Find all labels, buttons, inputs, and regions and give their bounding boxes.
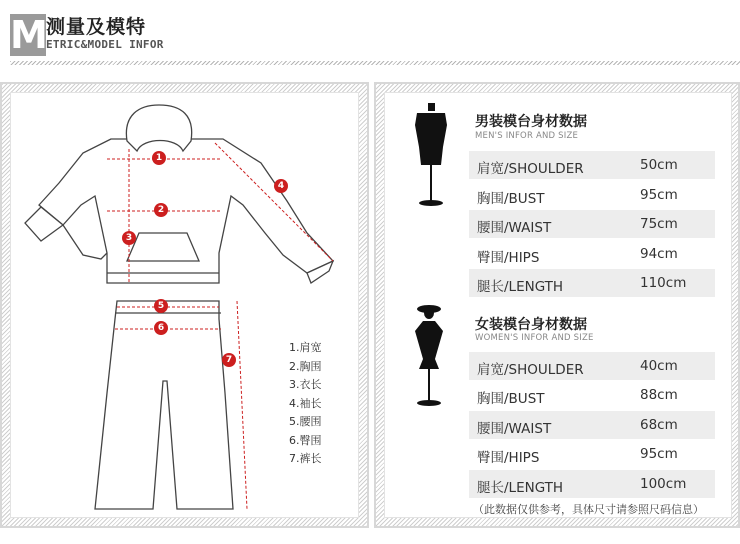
row-value: 100cm xyxy=(640,476,687,492)
table-row xyxy=(469,269,715,297)
table-row xyxy=(469,210,715,238)
legend-item: 3.衣长 xyxy=(289,378,322,391)
table-row xyxy=(469,181,715,209)
table-row xyxy=(469,470,715,498)
measurement-diagram xyxy=(10,92,359,518)
measurement-diagram-panel xyxy=(0,82,369,528)
reference-note: （此数据仅供参考，具体尺寸请参照尺码信息） xyxy=(473,503,704,516)
row-value: 40cm xyxy=(640,358,678,374)
marker-7: 7 xyxy=(222,353,236,367)
legend-item: 6.臀围 xyxy=(289,433,322,447)
row-value: 50cm xyxy=(640,157,678,173)
row-label: 腿长/LENGTH xyxy=(477,279,564,295)
legend-item: 2.胸围 xyxy=(289,359,322,373)
men-section-subtitle: MEN'S INFOR AND SIZE xyxy=(475,131,579,141)
row-value: 68cm xyxy=(640,417,678,433)
women-section-subtitle: WOMEN'S INFOR AND SIZE xyxy=(475,333,594,343)
marker-3: 3 xyxy=(122,231,136,245)
row-value: 110cm xyxy=(640,275,687,291)
row-label: 臀围/HIPS xyxy=(477,450,540,466)
female-mannequin-icon xyxy=(409,301,449,409)
marker-6: 6 xyxy=(154,321,168,335)
row-label: 胸围/BUST xyxy=(477,391,545,407)
row-value: 94cm xyxy=(640,246,678,262)
row-value: 95cm xyxy=(640,446,678,462)
table-row xyxy=(469,151,715,179)
table-row xyxy=(469,352,715,380)
table-row xyxy=(469,440,715,468)
row-label: 肩宽/SHOULDER xyxy=(477,161,584,177)
row-label: 臀围/HIPS xyxy=(477,250,540,266)
row-value: 88cm xyxy=(640,387,678,403)
table-row xyxy=(469,381,715,409)
men-section-title: 男装模台身材数据 xyxy=(475,114,587,130)
male-mannequin-icon xyxy=(411,103,451,209)
legend-item: 5.腰围 xyxy=(289,415,322,428)
logo-letter: M xyxy=(10,13,48,57)
legend-item: 7.裤长 xyxy=(289,452,322,465)
pocket-outline xyxy=(127,233,199,261)
page-subtitle: ETRIC&MODEL INFOR xyxy=(46,38,164,51)
legend-item: 4.袖长 xyxy=(289,396,322,410)
row-value: 95cm xyxy=(640,187,678,203)
header-divider xyxy=(10,61,740,65)
row-label: 胸围/BUST xyxy=(477,191,545,207)
marker-4: 4 xyxy=(274,179,288,193)
model-data xyxy=(384,92,732,518)
row-value: 75cm xyxy=(640,216,678,232)
marker-5: 5 xyxy=(154,299,168,313)
women-section-title: 女装模台身材数据 xyxy=(475,317,587,333)
page-title: 测量及模特 xyxy=(46,16,147,38)
table-row xyxy=(469,411,715,439)
row-label: 腰围/WAIST xyxy=(477,220,552,236)
row-label: 腿长/LENGTH xyxy=(477,480,564,496)
measurement-legend xyxy=(289,339,322,469)
table-row xyxy=(469,240,715,268)
row-label: 腰围/WAIST xyxy=(477,421,552,437)
page-header xyxy=(0,0,740,70)
legend-item: 1.肩宽 xyxy=(289,341,322,354)
marker-1: 1 xyxy=(152,151,166,165)
marker-2: 2 xyxy=(154,203,168,217)
row-label: 肩宽/SHOULDER xyxy=(477,362,584,378)
model-data-panel xyxy=(374,82,740,528)
